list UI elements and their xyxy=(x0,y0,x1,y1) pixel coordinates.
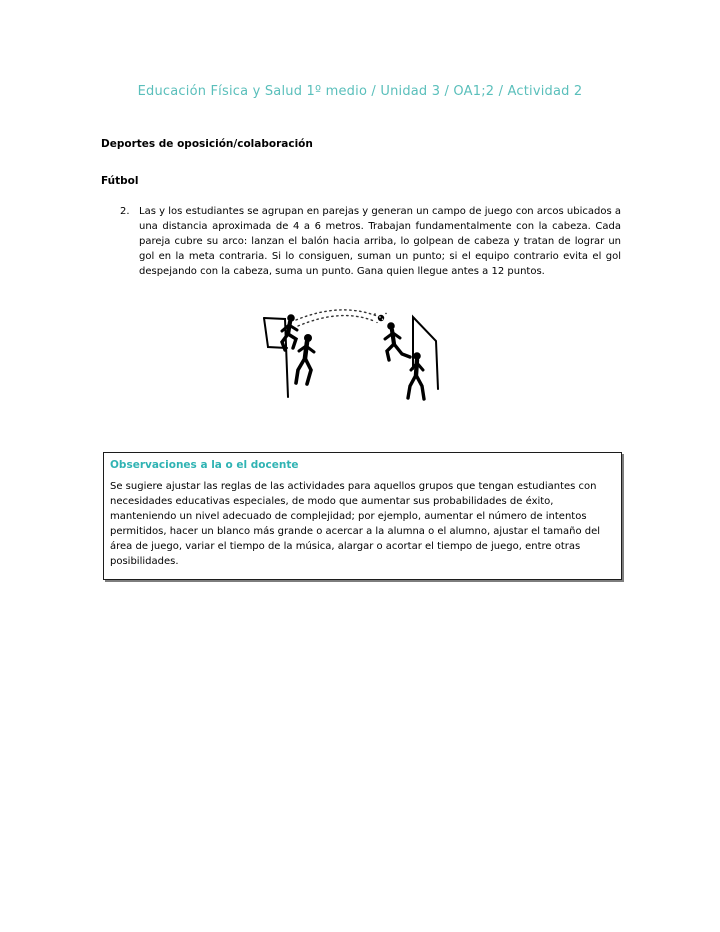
page-title: Educación Física y Salud 1º medio / Unidad 3 / OA1;2 / Actividad 2 xyxy=(137,84,583,99)
observations-body: Se sugiere ajustar las reglas de las actividades para aquellos grupos que tengan estudiantes con necesidades educativas especiales, de modo que aumentar sus probabilidades de éxito, manteniendo un nivel adecuado de complejidad; por ejemplo, aumentar el número de intentos permitidos, hacer un blanco más grande o acercar a la alumna o el alumno, ajustar el tamaño del área de juego, variar el tiempo de la música, alargar o acortar el tiempo de juego, entre otras posibilidades. xyxy=(110,481,601,567)
subsection-heading: Fútbol xyxy=(101,175,139,187)
ball-icon xyxy=(374,313,386,323)
activity-number: 2. xyxy=(120,206,130,217)
section-heading: Deportes de oposición/colaboración xyxy=(101,138,313,150)
ball-trajectory-dotted-arc xyxy=(296,310,377,326)
player-heading-ball-figure xyxy=(385,322,410,360)
heading-game-illustration xyxy=(255,307,445,407)
player-walking-right-figure xyxy=(408,352,424,399)
activity-item xyxy=(120,204,621,279)
teacher-observations-box xyxy=(103,452,622,580)
player-walking-left-figure xyxy=(296,334,314,384)
activity-text: Las y los estudiantes se agrupan en parejas y generan un campo de juego con arcos ubicados a una distancia aproximada de 4 a 6 metros. Trabajan fundamentalmente con la cabeza. Cada pareja cubre su arco: lanzan el balón hacia arriba, lo golpean de cabeza y tratan de lograr un gol en la meta contraria. Si lo consiguen, suman un punto; si el equipo contrario evita el gol despejando con la cabeza, suma un punto. Gana quien llegue antes a 12 puntos. xyxy=(139,206,621,277)
observations-heading: Observaciones a la o el docente xyxy=(110,459,299,471)
